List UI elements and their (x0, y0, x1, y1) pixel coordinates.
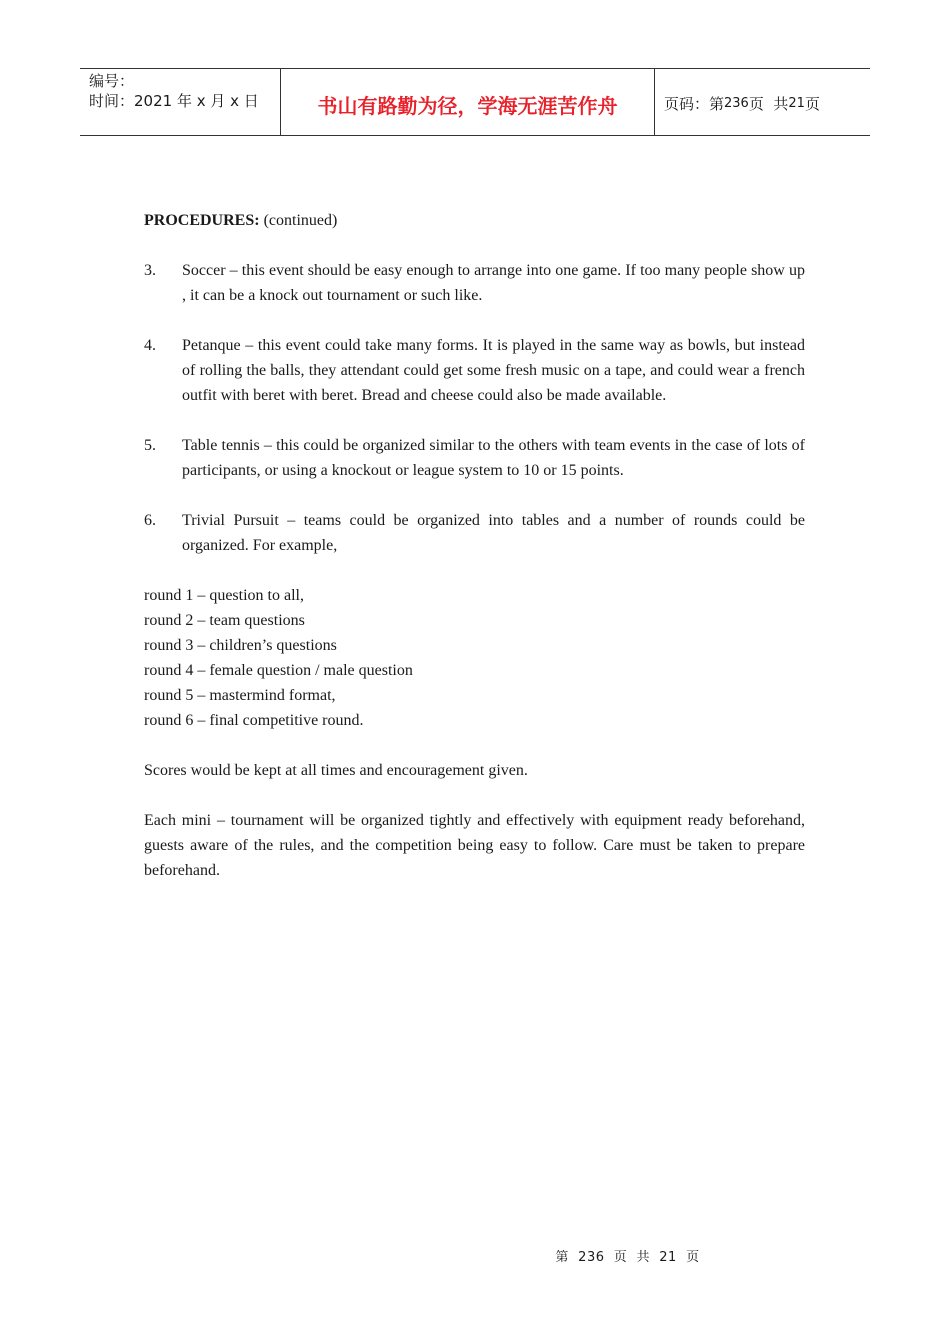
page-total: 21 (788, 95, 805, 111)
heading-bold: PROCEDURES: (144, 212, 260, 229)
heading-rest: (continued) (259, 212, 338, 229)
document-body (144, 208, 805, 908)
page-current: 236 (724, 95, 749, 111)
header-page-info (655, 69, 870, 135)
list-item-text: Table tennis – this could be organized similar to the others with team events in the case of lots of participants, or using a knockout or league system to 10 or 15 points. (182, 437, 805, 479)
list-item (144, 433, 805, 483)
page-suffix: 页 (804, 94, 820, 113)
rounds-list (144, 583, 805, 733)
page-mid: 页 共 (748, 94, 789, 113)
list-item-number: 3. (144, 262, 156, 279)
code-label: 编号： (89, 72, 135, 90)
round-line: round 6 – final competitive round. (144, 712, 364, 729)
round-line: round 4 – female question / male question (144, 662, 413, 679)
date-label: 时间：2021 年 x 月 x 日 (89, 92, 259, 110)
round-line: round 2 – team questions (144, 612, 305, 629)
round-line: round 1 – question to all, (144, 587, 304, 604)
page-prefix: 页码：第 (664, 94, 725, 113)
page-footer: 第 236 页 共 21 页 (555, 1250, 700, 1265)
list-item (144, 508, 805, 558)
page-header (80, 68, 870, 136)
round-line: round 3 – children’s questions (144, 637, 337, 654)
list-item-text: Trivial Pursuit – teams could be organized into tables and a number of rounds could be organized. For example, (182, 512, 805, 554)
section-heading (144, 208, 805, 233)
list-item (144, 333, 805, 408)
list-item-number: 6. (144, 512, 156, 529)
list-item-number: 5. (144, 437, 156, 454)
scores-paragraph: Scores would be kept at all times and encouragement given. (144, 762, 528, 779)
list-item (144, 258, 805, 308)
list-item-text: Petanque – this event could take many forms. It is played in the same way as bowls, but instead of rolling the balls, they attendant could get some fresh music on a tape, and could wear a french outfit with beret with beret. Bread and cheese could also be made available. (182, 337, 805, 404)
list-item-text: Soccer – this event should be easy enough to arrange into one game. If too many people show up , it can be a knock out tournament or such like. (182, 262, 805, 304)
closing-paragraph: Each mini – tournament will be organized tightly and effectively with equipment ready beforehand, guests aware of the rules, and the competition being easy to follow. Care must be taken to prepare beforehand. (144, 812, 805, 879)
header-meta (80, 69, 281, 135)
header-motto: 书山有路勤为径，学海无涯苦作舟 (281, 69, 655, 135)
round-line: round 5 – mastermind format, (144, 687, 336, 704)
list-item-number: 4. (144, 337, 156, 354)
